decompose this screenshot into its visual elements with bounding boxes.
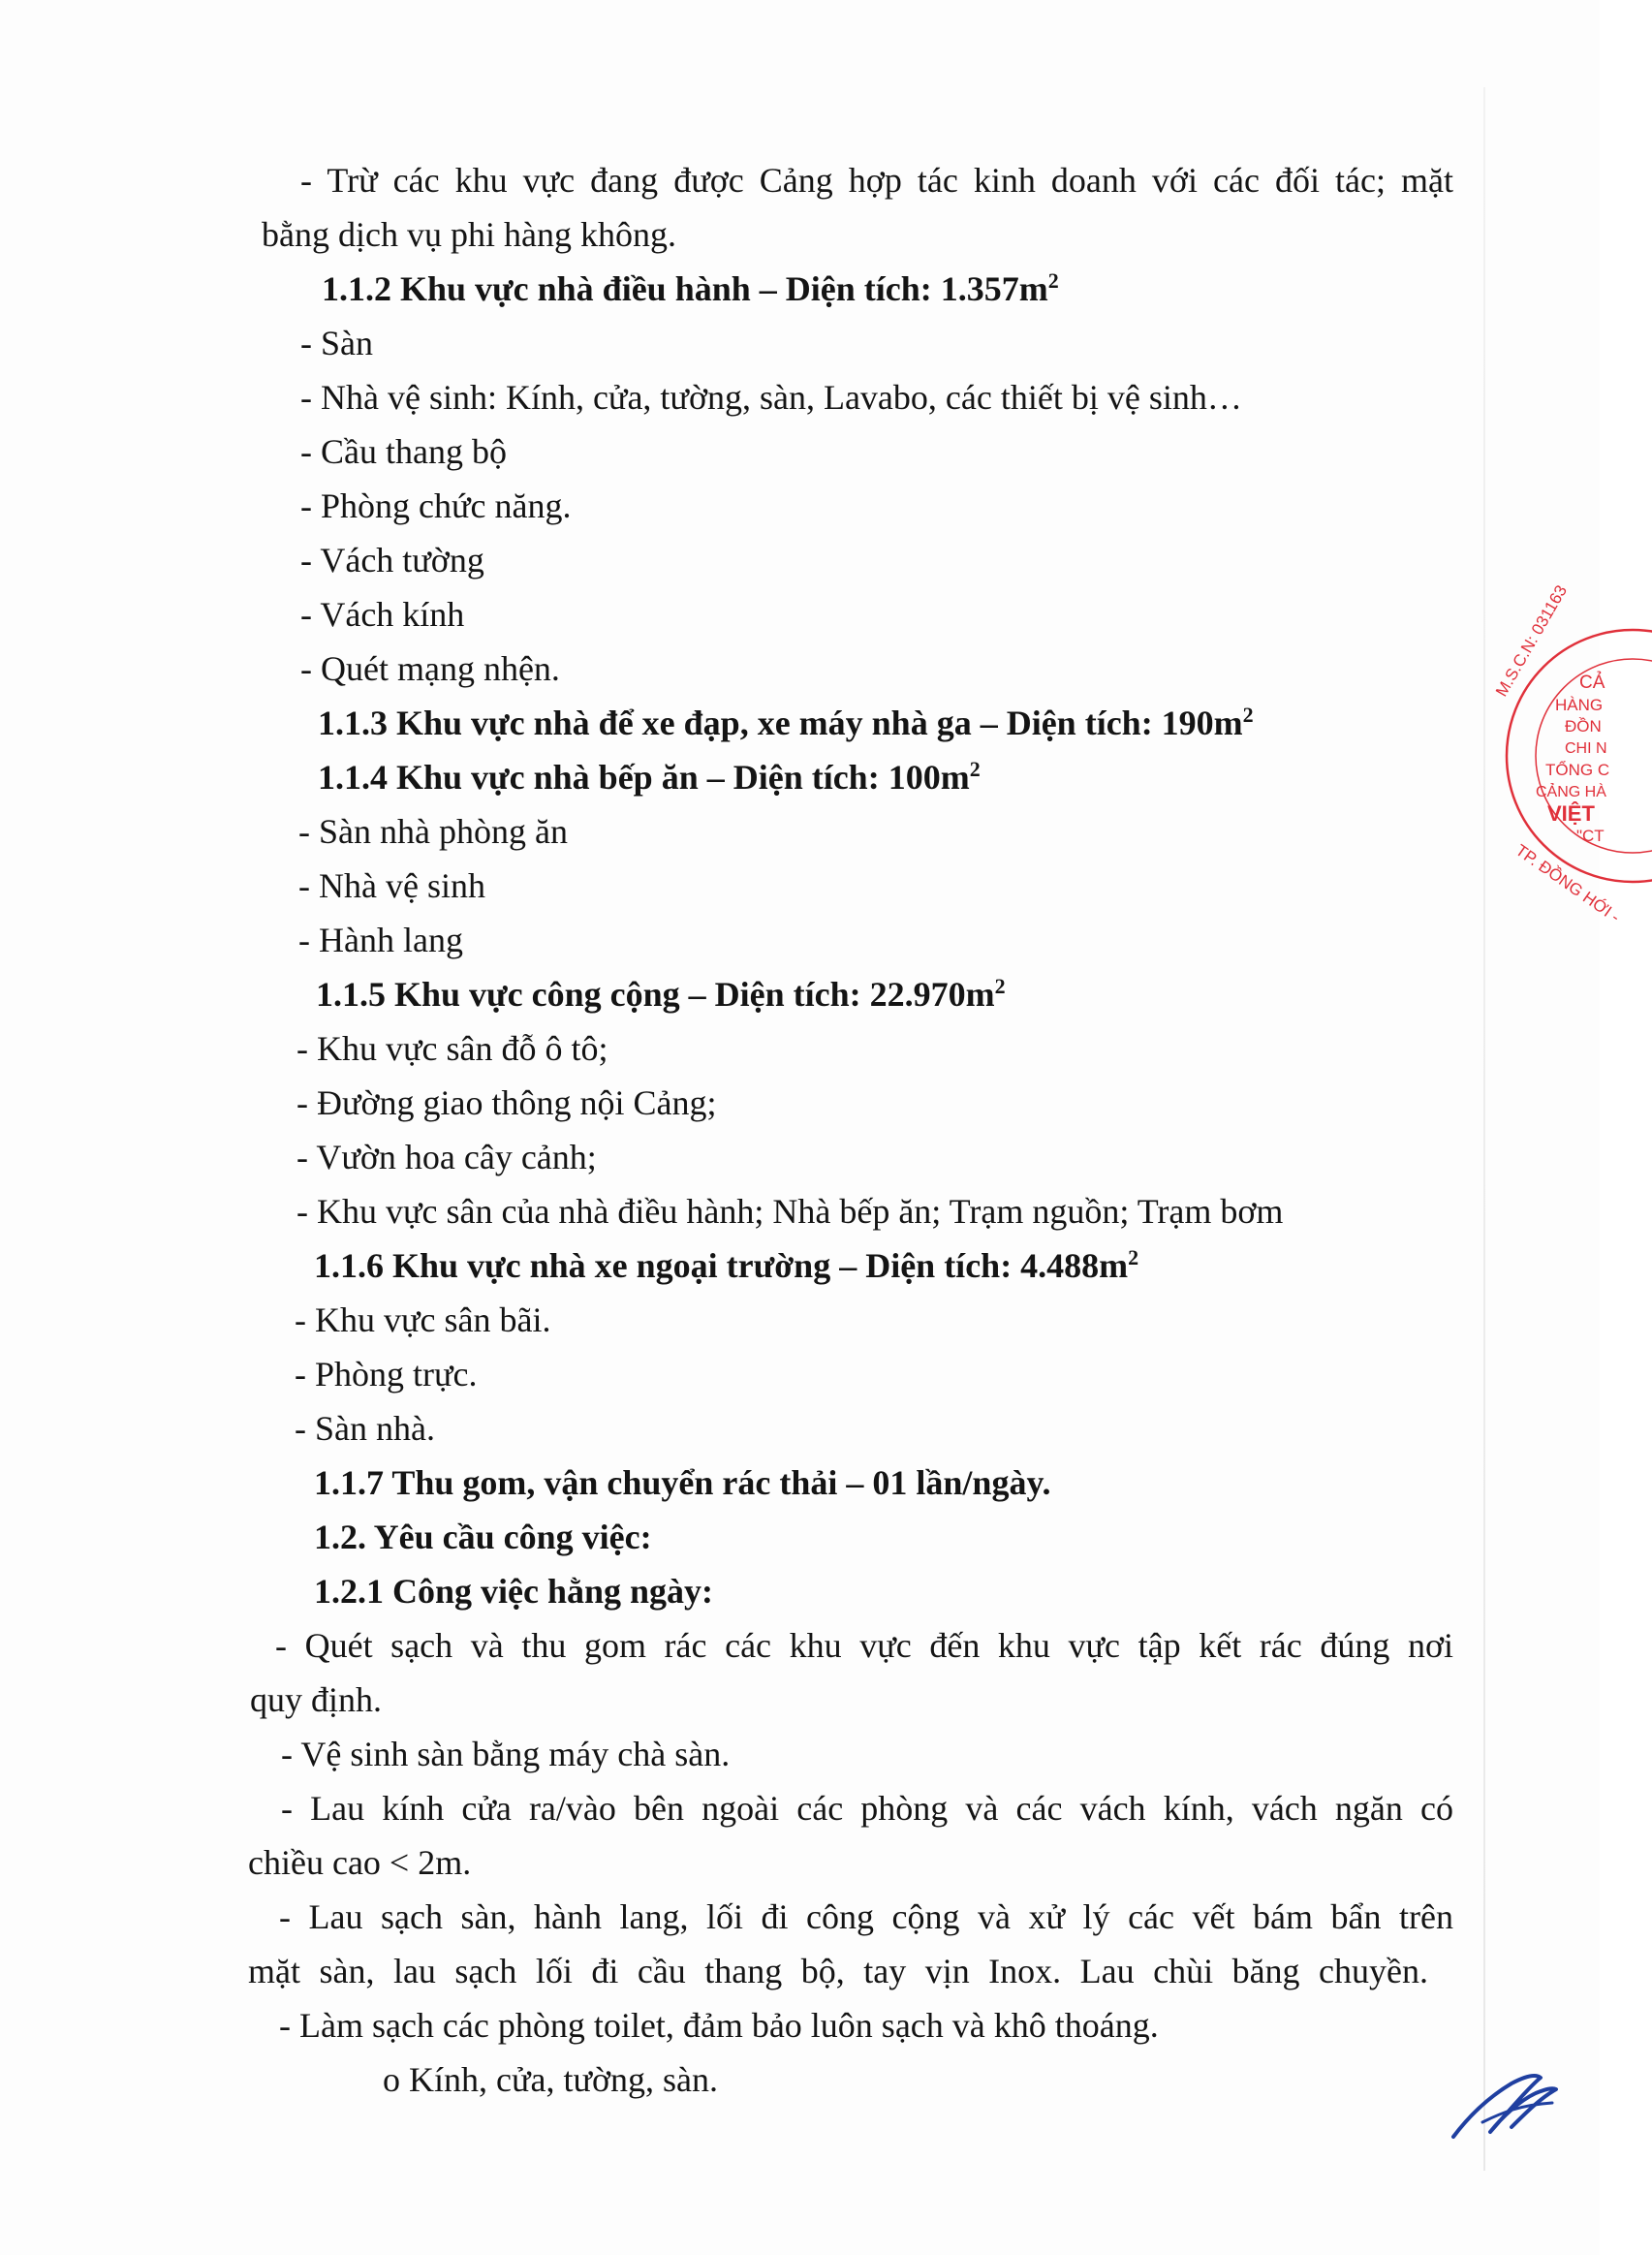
superscript: 2	[1128, 1245, 1139, 1269]
text-line: - Lau kính cửa ra/vào bên ngoài các phòng và các vách kính, vách ngăn có	[281, 1789, 1453, 1828]
text-line: - Khu vực sân đỗ ô tô;	[296, 1029, 608, 1068]
document-body	[248, 153, 1453, 2107]
svg-text:HÀNG: HÀNG	[1555, 696, 1604, 714]
text-line: - Sàn nhà phòng ăn	[298, 812, 568, 851]
text-line: quy định.	[250, 1680, 383, 1719]
heading-text: 1.1.4 Khu vực nhà bếp ăn – Diện tích: 100m	[318, 758, 970, 797]
svg-text:VIỆT: VIỆT	[1547, 801, 1595, 826]
text-line: - Quét mạng nhện.	[300, 649, 560, 688]
text-line: - Vách tường	[300, 541, 484, 579]
svg-text:CẢ: CẢ	[1579, 673, 1605, 693]
section-heading-1-1-5	[262, 967, 1453, 1021]
text-line: - Trừ các khu vực đang được Cảng hợp tác kinh doanh với các đối tác; mặt	[300, 161, 1453, 200]
text-line: - Đường giao thông nội Cảng;	[296, 1083, 717, 1122]
section-heading-1-1-4	[262, 750, 1453, 804]
text-line: - Sàn nhà.	[295, 1409, 435, 1448]
svg-text:ĐỒN: ĐỒN	[1565, 717, 1602, 736]
company-seal-stamp	[1487, 581, 1652, 926]
text-line: mặt sàn, lau sạch lối đi cầu thang bộ, tay vịn Inox. Lau chùi băng chuyền.	[248, 1952, 1428, 1990]
svg-text:CẢNG HÀ: CẢNG HÀ	[1536, 784, 1606, 800]
superscript: 2	[994, 974, 1006, 998]
section-heading-1-1-7: 1.1.7 Thu gom, vận chuyển rác thải – 01 lần/ngày.	[314, 1463, 1051, 1502]
text-line: - Sàn	[300, 324, 373, 362]
superscript: 2	[969, 757, 981, 781]
text-line: - Phòng trực.	[295, 1355, 478, 1394]
text-line: - Khu vực sân của nhà điều hành; Nhà bếp ăn; Trạm nguồn; Trạm bơm	[296, 1192, 1284, 1231]
text-line: - Vườn hoa cây cảnh;	[296, 1138, 597, 1176]
text-line: - Vệ sinh sàn bằng máy chà sàn.	[281, 1735, 731, 1773]
section-heading-1-1-2	[262, 262, 1453, 316]
section-heading-1-1-3	[262, 696, 1453, 750]
section-heading-1-1-6	[262, 1238, 1453, 1293]
text-line: - Lau sạch sàn, hành lang, lối đi công cộng và xử lý các vết bám bẩn trên	[279, 1897, 1453, 1936]
section-heading-1-2: 1.2. Yêu cầu công việc:	[314, 1518, 652, 1556]
text-line: chiều cao < 2m.	[248, 1843, 472, 1882]
page-edge-shadow	[1483, 87, 1485, 2171]
svg-text:TP. ĐỒNG HỚI -: TP. ĐỒNG HỚI -	[1512, 840, 1624, 926]
sub-bullet-line: o Kính, cửa, tường, sàn.	[383, 2060, 719, 2099]
text-line: bằng dịch vụ phi hàng không.	[262, 215, 676, 254]
text-line: - Vách kính	[300, 595, 465, 634]
text-line: - Quét sạch và thu gom rác các khu vực đến khu vực tập kết rác đúng nơi	[275, 1626, 1453, 1665]
text-line: - Hành lang	[298, 921, 463, 959]
heading-text: 1.1.5 Khu vực công cộng – Diện tích: 22.970m	[316, 975, 995, 1014]
text-line: - Làm sạch các phòng toilet, đảm bảo luôn sạch và khô thoáng.	[279, 2006, 1159, 2045]
svg-text:TỔNG C: TỔNG C	[1545, 761, 1610, 779]
heading-text: 1.1.6 Khu vực nhà xe ngoại trường – Diện tích: 4.488m	[314, 1246, 1129, 1285]
heading-text: 1.1.3 Khu vực nhà để xe đạp, xe máy nhà ga – Diện tích: 190m	[318, 704, 1243, 742]
superscript: 2	[1047, 268, 1059, 293]
section-heading-1-2-1: 1.2.1 Công việc hằng ngày:	[314, 1572, 714, 1611]
superscript: 2	[1242, 703, 1254, 727]
svg-text:CHI N: CHI N	[1565, 740, 1607, 757]
text-line: - Nhà vệ sinh: Kính, cửa, tường, sàn, Lavabo, các thiết bị vệ sinh…	[300, 378, 1242, 417]
text-line: - Khu vực sân bãi.	[295, 1300, 551, 1339]
svg-text:"CT: "CT	[1576, 827, 1605, 845]
text-line: - Phòng chức năng.	[300, 486, 572, 525]
svg-text:M.S.C.N: 031163: M.S.C.N: 031163	[1492, 581, 1572, 700]
heading-text: 1.1.2 Khu vực nhà điều hành – Diện tích: 1.357m	[322, 269, 1048, 308]
signature-initial	[1444, 2064, 1560, 2151]
text-line: - Cầu thang bộ	[300, 432, 507, 471]
text-line: - Nhà vệ sinh	[298, 866, 485, 905]
